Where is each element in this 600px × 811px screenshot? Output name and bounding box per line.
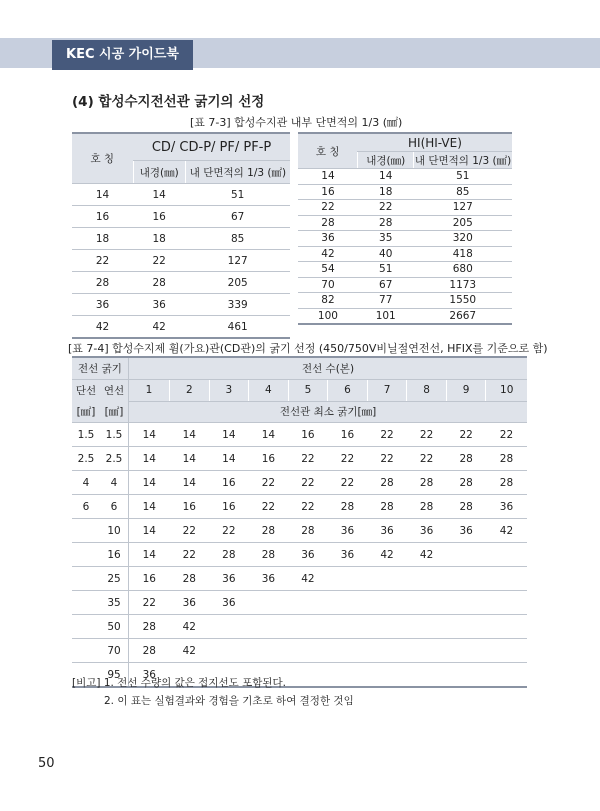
- conduit-size-cell: 22: [407, 447, 447, 471]
- table-row: [72, 423, 527, 447]
- conduit-size-cell: 14: [129, 471, 170, 495]
- inner-diameter-cell: 67: [358, 277, 414, 293]
- conduit-size-cell: 22: [129, 591, 170, 615]
- inner-diameter-cell: 51: [358, 262, 414, 278]
- inner-diameter-cell: 28: [133, 272, 185, 294]
- conduit-size-cell: [486, 567, 527, 591]
- stranded-size-cell: 6: [100, 495, 129, 519]
- count-header: 4: [249, 380, 289, 402]
- conduit-size-cell: 36: [367, 519, 407, 543]
- area-cell: 51: [185, 184, 290, 206]
- area-cell: 85: [185, 228, 290, 250]
- conduit-size-cell: 28: [288, 519, 328, 543]
- table-row: [298, 200, 512, 216]
- conduit-size-cell: [446, 543, 486, 567]
- col-area: 내 단면적의 1/3 (㎟): [185, 161, 290, 184]
- table-row: [298, 231, 512, 247]
- inner-diameter-cell: 36: [133, 294, 185, 316]
- conduit-size-cell: [407, 567, 447, 591]
- inner-diameter-cell: 40: [358, 246, 414, 262]
- inner-diameter-cell: 14: [358, 169, 414, 185]
- conduit-size-cell: 22: [446, 423, 486, 447]
- inner-diameter-cell: 35: [358, 231, 414, 247]
- stranded-size-cell: 10: [100, 519, 129, 543]
- conduit-size-cell: 36: [129, 663, 170, 688]
- conduit-size-cell: 14: [129, 447, 170, 471]
- count-header: 5: [288, 380, 328, 402]
- table-row: [298, 246, 512, 262]
- col-inner: 내경(㎜): [358, 152, 414, 169]
- count-header: 6: [328, 380, 368, 402]
- stranded-size-cell: 25: [100, 567, 129, 591]
- count-header: 3: [209, 380, 249, 402]
- area-cell: 205: [414, 215, 512, 231]
- designation-cell: 36: [298, 231, 358, 247]
- area-cell: 85: [414, 184, 512, 200]
- table-row: [72, 543, 527, 567]
- inner-diameter-cell: 18: [133, 228, 185, 250]
- table-cd-pf: [72, 132, 290, 339]
- single-size-cell: [72, 615, 100, 639]
- wire-size-header: 전선 굵기: [72, 357, 129, 380]
- conduit-size-cell: 22: [209, 519, 249, 543]
- conduit-size-cell: 28: [129, 615, 170, 639]
- table-row: [298, 277, 512, 293]
- conduit-size-cell: 28: [446, 471, 486, 495]
- col-designation: 호 칭: [72, 133, 133, 184]
- conduit-size-cell: 36: [170, 591, 210, 615]
- conduit-size-cell: 14: [129, 543, 170, 567]
- conduit-size-cell: [367, 663, 407, 688]
- conduit-size-cell: [446, 591, 486, 615]
- stranded-size-cell: 4: [100, 471, 129, 495]
- table-row: [72, 250, 290, 272]
- designation-cell: 16: [298, 184, 358, 200]
- count-header: 10: [486, 380, 527, 402]
- table-row: [72, 471, 527, 495]
- area-cell: 2667: [414, 308, 512, 324]
- min-size-header: 전선관 최소 굵기[㎜]: [129, 401, 528, 423]
- conduit-size-cell: 42: [288, 567, 328, 591]
- table-row: [72, 294, 290, 316]
- conduit-size-cell: [367, 639, 407, 663]
- conduit-size-cell: 22: [288, 471, 328, 495]
- inner-diameter-cell: 22: [133, 250, 185, 272]
- conduit-size-cell: [486, 543, 527, 567]
- conduit-size-cell: [407, 615, 447, 639]
- conduit-size-cell: 42: [367, 543, 407, 567]
- conduit-size-cell: [249, 591, 289, 615]
- stranded-size-cell: 50: [100, 615, 129, 639]
- conduit-size-cell: 22: [288, 495, 328, 519]
- designation-cell: 100: [298, 308, 358, 324]
- conduit-size-cell: [367, 591, 407, 615]
- designation-cell: 14: [72, 184, 133, 206]
- designation-cell: 28: [298, 215, 358, 231]
- stranded-size-cell: 1.5: [100, 423, 129, 447]
- conduit-size-cell: 28: [367, 495, 407, 519]
- conduit-size-cell: [367, 567, 407, 591]
- conduit-size-cell: 36: [446, 519, 486, 543]
- conduit-size-cell: 22: [249, 495, 289, 519]
- area-cell: 1550: [414, 293, 512, 309]
- stranded-label: 연선: [100, 380, 129, 402]
- inner-diameter-cell: 101: [358, 308, 414, 324]
- table-row: [72, 615, 527, 639]
- conduit-size-cell: [446, 639, 486, 663]
- single-size-cell: [72, 543, 100, 567]
- designation-cell: 18: [72, 228, 133, 250]
- table-row: [298, 215, 512, 231]
- area-cell: 205: [185, 272, 290, 294]
- conduit-size-cell: 14: [209, 423, 249, 447]
- conduit-size-cell: 14: [129, 519, 170, 543]
- designation-cell: 22: [72, 250, 133, 272]
- conduit-size-cell: [328, 567, 368, 591]
- table-row: [72, 639, 527, 663]
- inner-diameter-cell: 77: [358, 293, 414, 309]
- designation-cell: 42: [72, 316, 133, 339]
- count-header: 1: [129, 380, 170, 402]
- area-cell: 127: [414, 200, 512, 216]
- single-size-cell: 1.5: [72, 423, 100, 447]
- table-row: [72, 316, 290, 339]
- area-cell: 67: [185, 206, 290, 228]
- conduit-size-cell: [486, 663, 527, 688]
- conduit-size-cell: 28: [367, 471, 407, 495]
- conduit-size-cell: [209, 639, 249, 663]
- conduit-size-cell: 14: [170, 423, 210, 447]
- conduit-size-cell: 28: [129, 639, 170, 663]
- conduit-size-cell: 36: [486, 495, 527, 519]
- single-size-cell: [72, 639, 100, 663]
- conduit-size-cell: 22: [249, 471, 289, 495]
- single-size-cell: 6: [72, 495, 100, 519]
- conduit-size-cell: 42: [407, 543, 447, 567]
- conduit-size-cell: 22: [328, 471, 368, 495]
- conduit-size-cell: [249, 639, 289, 663]
- conduit-size-cell: [249, 615, 289, 639]
- conduit-size-cell: [407, 663, 447, 688]
- stranded-size-cell: 70: [100, 639, 129, 663]
- conduit-size-cell: [486, 639, 527, 663]
- conduit-size-cell: 36: [209, 591, 249, 615]
- conduit-size-cell: 22: [328, 447, 368, 471]
- area-cell: 127: [185, 250, 290, 272]
- section-title: (4) 합성수지전선관 굵기의 선정: [72, 94, 265, 110]
- inner-diameter-cell: 28: [358, 215, 414, 231]
- stranded-size-cell: 2.5: [100, 447, 129, 471]
- conduit-size-cell: [288, 639, 328, 663]
- single-size-cell: [72, 519, 100, 543]
- table-row: [298, 169, 512, 185]
- conduit-size-cell: 28: [486, 447, 527, 471]
- table-row: [298, 308, 512, 324]
- conduit-size-cell: 14: [249, 423, 289, 447]
- single-size-cell: 2.5: [72, 447, 100, 471]
- conduit-size-cell: [288, 591, 328, 615]
- col-area: 내 단면적의 1/3 (㎟): [414, 152, 512, 169]
- count-header: 7: [367, 380, 407, 402]
- conduit-size-cell: [367, 615, 407, 639]
- table-row: [298, 262, 512, 278]
- conduit-size-cell: 22: [367, 447, 407, 471]
- area-cell: 320: [414, 231, 512, 247]
- stranded-size-cell: 35: [100, 591, 129, 615]
- designation-cell: 14: [298, 169, 358, 185]
- conduit-size-cell: 36: [288, 543, 328, 567]
- note-line-1: [비고] 1. 전선 수량의 값은 접지선도 포함된다.: [72, 677, 287, 689]
- wire-count-header: 전선 수(본): [129, 357, 528, 380]
- single-label: 단선: [72, 380, 100, 402]
- conduit-size-cell: 28: [407, 495, 447, 519]
- table-row: [72, 272, 290, 294]
- conduit-size-cell: 36: [249, 567, 289, 591]
- conduit-size-cell: [328, 591, 368, 615]
- conduit-size-cell: 28: [446, 495, 486, 519]
- conduit-size-cell: 28: [407, 471, 447, 495]
- conduit-size-cell: [407, 591, 447, 615]
- table-row: [298, 184, 512, 200]
- inner-diameter-cell: 42: [133, 316, 185, 339]
- conduit-size-cell: [486, 615, 527, 639]
- conduit-size-cell: 28: [249, 543, 289, 567]
- conduit-size-cell: 16: [209, 495, 249, 519]
- conduit-size-cell: 16: [288, 423, 328, 447]
- conduit-size-cell: 22: [367, 423, 407, 447]
- conduit-size-cell: 16: [209, 471, 249, 495]
- conduit-size-cell: [328, 639, 368, 663]
- single-size-cell: [72, 567, 100, 591]
- conduit-size-cell: 36: [328, 519, 368, 543]
- designation-cell: 54: [298, 262, 358, 278]
- conduit-size-cell: [288, 615, 328, 639]
- inner-diameter-cell: 14: [133, 184, 185, 206]
- table-row: [72, 495, 527, 519]
- conduit-size-cell: 16: [129, 567, 170, 591]
- stranded-unit: [㎟]: [100, 401, 129, 423]
- conduit-size-cell: 28: [209, 543, 249, 567]
- table-row: [72, 184, 290, 206]
- table-row: [72, 591, 527, 615]
- conduit-size-cell: [407, 639, 447, 663]
- table-hi-ve: [298, 132, 512, 325]
- conduit-size-cell: 36: [407, 519, 447, 543]
- conduit-size-cell: 28: [249, 519, 289, 543]
- conduit-size-cell: 16: [249, 447, 289, 471]
- area-cell: 418: [414, 246, 512, 262]
- header-tab: KEC 시공 가이드북: [52, 40, 193, 70]
- conduit-size-cell: 22: [170, 519, 210, 543]
- conduit-size-cell: [446, 663, 486, 688]
- conduit-size-cell: 28: [328, 495, 368, 519]
- conduit-size-cell: 22: [170, 543, 210, 567]
- conduit-size-cell: 14: [129, 495, 170, 519]
- designation-cell: 70: [298, 277, 358, 293]
- count-header: 8: [407, 380, 447, 402]
- table1-caption: [표 7-3] 합성수지관 내부 단면적의 1/3 (㎟): [190, 116, 403, 129]
- conduit-size-cell: 14: [209, 447, 249, 471]
- conduit-size-cell: [446, 567, 486, 591]
- table-row: [72, 206, 290, 228]
- conduit-size-cell: 36: [209, 567, 249, 591]
- conduit-size-cell: 22: [486, 423, 527, 447]
- table-row: [72, 567, 527, 591]
- single-size-cell: [72, 591, 100, 615]
- table-row: [298, 293, 512, 309]
- conduit-size-cell: 42: [170, 639, 210, 663]
- conduit-size-cell: 36: [328, 543, 368, 567]
- conduit-size-cell: 14: [170, 471, 210, 495]
- inner-diameter-cell: 18: [358, 184, 414, 200]
- col-inner: 내경(㎜): [133, 161, 185, 184]
- designation-cell: 28: [72, 272, 133, 294]
- conduit-size-cell: 14: [170, 447, 210, 471]
- area-cell: 51: [414, 169, 512, 185]
- area-cell: 1173: [414, 277, 512, 293]
- conduit-size-cell: [446, 615, 486, 639]
- conduit-size-cell: 16: [328, 423, 368, 447]
- table-row: [72, 228, 290, 250]
- conduit-size-cell: 16: [170, 495, 210, 519]
- col-designation: 호 칭: [298, 133, 358, 169]
- table2-caption: [표 7-4] 합성수지제 휨(가요)관(CD관)의 굵기 선정 (450/750V비닐절연전선, HFIX를 기준으로 함): [68, 342, 548, 355]
- stranded-size-cell: 16: [100, 543, 129, 567]
- area-cell: 461: [185, 316, 290, 339]
- conduit-size-cell: 22: [288, 447, 328, 471]
- notes: [72, 674, 354, 710]
- single-size-cell: 4: [72, 471, 100, 495]
- single-unit: [㎟]: [72, 401, 100, 423]
- conduit-size-cell: 14: [129, 423, 170, 447]
- conduit-size-cell: [209, 615, 249, 639]
- conduit-size-cell: 42: [170, 615, 210, 639]
- page-number: 50: [38, 756, 55, 771]
- count-header: 2: [170, 380, 210, 402]
- count-header: 9: [446, 380, 486, 402]
- group-title: CD/ CD-P/ PF/ PF-P: [133, 133, 290, 161]
- conduit-size-cell: [328, 615, 368, 639]
- conduit-size-cell: [486, 591, 527, 615]
- conduit-size-cell: 42: [486, 519, 527, 543]
- conduit-size-cell: 28: [170, 567, 210, 591]
- conduit-size-cell: 28: [446, 447, 486, 471]
- designation-cell: 22: [298, 200, 358, 216]
- designation-cell: 42: [298, 246, 358, 262]
- designation-cell: 82: [298, 293, 358, 309]
- designation-cell: 16: [72, 206, 133, 228]
- inner-diameter-cell: 22: [358, 200, 414, 216]
- area-cell: 680: [414, 262, 512, 278]
- conduit-size-cell: 28: [486, 471, 527, 495]
- inner-diameter-cell: 16: [133, 206, 185, 228]
- note-line-2: 2. 이 표는 실험결과와 경험을 기초로 하여 결정한 것임: [104, 695, 354, 707]
- table-cd-wire-size: [72, 356, 527, 688]
- stranded-size-cell: 95: [100, 663, 129, 688]
- conduit-size-cell: 22: [407, 423, 447, 447]
- group-title: HI(HI-VE): [358, 133, 512, 152]
- table-row: [72, 519, 527, 543]
- table-row: [72, 447, 527, 471]
- area-cell: 339: [185, 294, 290, 316]
- designation-cell: 36: [72, 294, 133, 316]
